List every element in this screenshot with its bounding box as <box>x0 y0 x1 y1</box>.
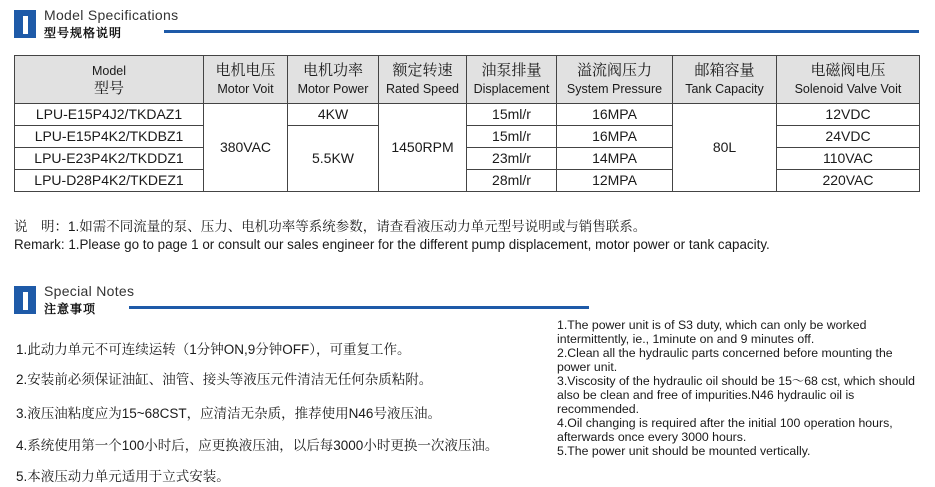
cell-displacement: 15ml/r <box>467 104 557 126</box>
section-title-cn: 注意事项 <box>44 302 97 316</box>
note-en-4: 4.Oil changing is required after the initial 100 operation hours, afterwards once every 3000 hours. <box>557 416 893 444</box>
section-marker-icon <box>14 10 36 38</box>
section-title-en: Model Specifications <box>44 7 179 23</box>
section-underline <box>164 30 919 33</box>
cell-tank-capacity: 80L <box>673 104 777 192</box>
header-tank-capacity: 邮箱容量 Tank Capacity <box>673 56 777 104</box>
note-cn-1: 1.此动力单元不可连续运转（1分钟ON,9分钟OFF），可重复工作。 <box>16 342 411 357</box>
note-cn-2: 2.安装前必须保证油缸、油管、接头等液压元件清洁无任何杂质粘附。 <box>16 372 433 387</box>
cell-displacement: 23ml/r <box>467 148 557 170</box>
note-en-2: 2.Clean all the hydraulic parts concerned before mounting the power unit. <box>557 346 893 374</box>
cell-valve-voltage: 110VAC <box>777 148 920 170</box>
section-underline <box>129 306 589 309</box>
note-cn-5: 5.本液压动力单元适用于立式安装。 <box>16 469 230 484</box>
cell-valve-voltage: 220VAC <box>777 170 920 192</box>
cell-valve-voltage: 12VDC <box>777 104 920 126</box>
notes-en <box>557 318 919 458</box>
table-row <box>15 126 920 148</box>
table-header-row <box>15 56 920 104</box>
remark-cn: 说 明：1.如需不同流量的泵、压力、电机功率等系统参数，请查看液压动力单元型号说明或与销售联系。 <box>14 219 647 234</box>
cell-displacement: 28ml/r <box>467 170 557 192</box>
cell-pressure: 16MPA <box>557 104 673 126</box>
cell-model: LPU-E23P4K2/TKDDZ1 <box>15 148 204 170</box>
header-model: Model 型号 <box>15 56 204 104</box>
cell-pressure: 16MPA <box>557 126 673 148</box>
cell-model: LPU-E15P4K2/TKDBZ1 <box>15 126 204 148</box>
header-motor-power: 电机功率 Motor Power <box>288 56 379 104</box>
cell-pressure: 14MPA <box>557 148 673 170</box>
cell-motor-voltage: 380VAC <box>204 104 288 192</box>
header-displacement: 油泵排量 Displacement <box>467 56 557 104</box>
section-title-en: Special Notes <box>44 283 135 299</box>
header-rated-speed: 额定转速 Rated Speed <box>379 56 467 104</box>
spec-table <box>14 55 920 192</box>
header-pressure: 溢流阀压力 System Pressure <box>557 56 673 104</box>
note-cn-3: 3.液压油粘度应为15~68CST，应清洁无杂质，推荐使用N46号液压油。 <box>16 406 441 421</box>
note-en-5: 5.The power unit should be mounted vertically. <box>557 444 811 458</box>
table-row <box>15 170 920 192</box>
cell-rated-speed: 1450RPM <box>379 104 467 192</box>
section-title-cn: 型号规格说明 <box>44 26 123 40</box>
note-cn-4: 4.系统使用第一个100小时后，应更换液压油，以后每3000小时更换一次液压油。 <box>16 438 499 453</box>
table-row <box>15 104 920 126</box>
header-motor-voltage: 电机电压 Motor Voit <box>204 56 288 104</box>
section-marker-icon <box>14 286 36 314</box>
cell-motor-power: 4KW <box>288 104 379 126</box>
cell-pressure: 12MPA <box>557 170 673 192</box>
cell-valve-voltage: 24VDC <box>777 126 920 148</box>
cell-motor-power: 5.5KW <box>288 126 379 192</box>
cell-model: LPU-D28P4K2/TKDEZ1 <box>15 170 204 192</box>
cell-model: LPU-E15P4J2/TKDAZ1 <box>15 104 204 126</box>
note-en-3: 3.Viscosity of the hydraulic oil should be 15～68 cst, which should also be clean and free of impurities.N46 hydraulic oil is recommended. <box>557 374 915 416</box>
header-valve-voltage: 电磁阀电压 Solenoid Valve Voit <box>777 56 920 104</box>
note-en-1: 1.The power unit is of S3 duty, which can only be worked intermittently, ie., 1minute on and 9 minutes off. <box>557 318 867 346</box>
remark-en: Remark: 1.Please go to page 1 or consult our sales engineer for the different pump displacement, motor power or tank capacity. <box>14 237 770 252</box>
cell-displacement: 15ml/r <box>467 126 557 148</box>
table-row <box>15 148 920 170</box>
